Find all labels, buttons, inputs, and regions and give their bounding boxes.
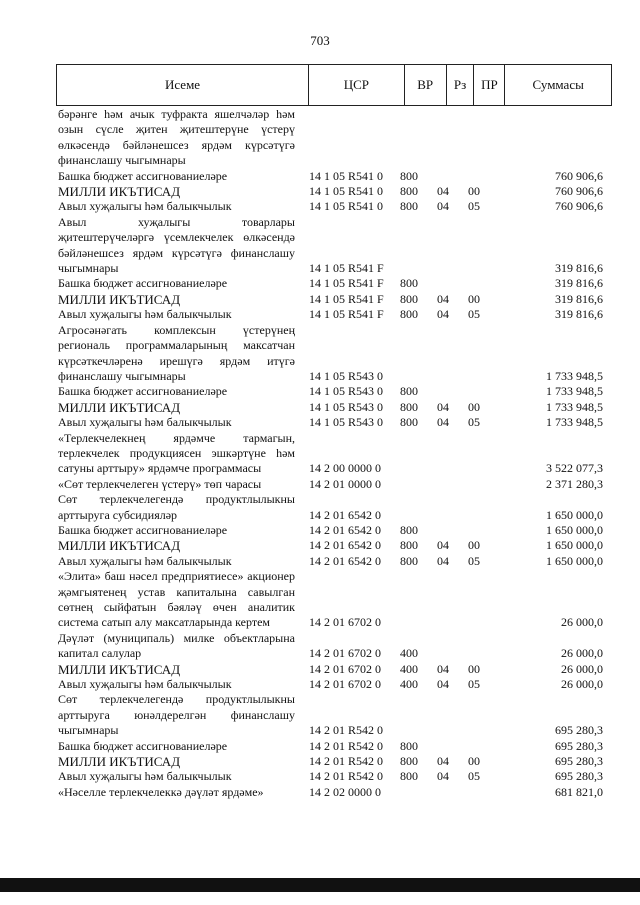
row-rz: 04 bbox=[437, 399, 449, 414]
table-row bbox=[58, 523, 603, 538]
row-pr: 00 bbox=[468, 184, 480, 199]
table-row bbox=[58, 292, 603, 307]
row-rz: 04 bbox=[437, 553, 449, 568]
row-rz: 04 bbox=[437, 538, 449, 553]
page-number: 703 bbox=[310, 33, 330, 48]
row-name: «Сөт терлекчелеген үстерү» төп чарасы bbox=[58, 476, 262, 491]
table-row bbox=[58, 107, 603, 169]
row-rz: 04 bbox=[437, 291, 449, 306]
row-name: МИЛЛИ ИКЪТИСАД bbox=[58, 538, 181, 554]
row-sum: 3 522 077,3 bbox=[546, 461, 603, 476]
row-csr: 14 1 05 R541 F bbox=[309, 276, 384, 291]
row-csr: 14 1 05 R543 0 bbox=[309, 399, 384, 414]
row-rz: 04 bbox=[437, 415, 449, 430]
row-vr: 400 bbox=[400, 677, 418, 692]
row-csr: 14 2 01 0000 0 bbox=[309, 476, 381, 491]
row-sum: 26 000,0 bbox=[561, 646, 603, 661]
row-sum: 319 816,6 bbox=[555, 307, 603, 322]
row-csr: 14 1 05 R543 0 bbox=[309, 384, 384, 399]
row-pr: 00 bbox=[468, 399, 480, 414]
row-name: «Терлекчелекнең ярдәмче тармагын, терлекчелек продукциясен эшкәртүне һәм сатуны арттыру» ярдәмче программасы bbox=[58, 430, 295, 476]
row-vr: 800 bbox=[400, 538, 418, 553]
row-csr: 14 2 00 0000 0 bbox=[309, 461, 381, 476]
row-name: МИЛЛИ ИКЪТИСАД bbox=[58, 184, 181, 200]
row-csr: 14 2 01 6702 0 bbox=[309, 615, 381, 630]
table-row bbox=[58, 384, 603, 399]
row-rz: 04 bbox=[437, 754, 449, 769]
table-row bbox=[58, 307, 603, 322]
table-row bbox=[58, 477, 603, 492]
row-vr: 800 bbox=[400, 184, 418, 199]
row-vr: 800 bbox=[400, 384, 418, 399]
row-sum: 1 650 000,0 bbox=[546, 538, 603, 553]
table-row bbox=[58, 169, 603, 184]
table-row bbox=[58, 739, 603, 754]
table-row bbox=[58, 400, 603, 415]
row-csr: 14 2 01 R542 0 bbox=[309, 723, 384, 738]
row-name: МИЛЛИ ИКЪТИСАД bbox=[58, 399, 181, 415]
row-pr: 05 bbox=[468, 415, 480, 430]
table-row bbox=[58, 754, 603, 769]
row-pr: 00 bbox=[468, 754, 480, 769]
table-row bbox=[58, 199, 603, 214]
row-vr: 800 bbox=[400, 769, 418, 784]
row-csr: 14 2 01 6702 0 bbox=[309, 646, 381, 661]
row-rz: 04 bbox=[437, 184, 449, 199]
row-sum: 760 906,6 bbox=[555, 168, 603, 183]
table-row bbox=[58, 276, 603, 291]
row-name: Башка бюджет ассигнованиеләре bbox=[58, 276, 228, 291]
row-vr: 800 bbox=[400, 522, 418, 537]
row-name: «Элита» баш нәсел предприятиесе» акционер җәмгыятенең устав капиталына савылган сөтнең сыйфатын бәяләү өчен аналитик система сатып алу максатларында кертем bbox=[58, 569, 295, 630]
row-csr: 14 1 05 R541 F bbox=[309, 261, 384, 276]
row-name: Дәүләт (муниципаль) милке объектларына капитал салулар bbox=[58, 630, 295, 661]
row-sum: 319 816,6 bbox=[555, 276, 603, 291]
row-csr: 14 1 05 R541 F bbox=[309, 307, 384, 322]
table-row bbox=[58, 538, 603, 553]
row-csr: 14 2 01 6542 0 bbox=[309, 553, 381, 568]
row-csr: 14 1 05 R541 F bbox=[309, 291, 384, 306]
row-sum: 1 650 000,0 bbox=[546, 522, 603, 537]
header-name: Исеме bbox=[57, 65, 309, 105]
row-sum: 1 733 948,5 bbox=[546, 399, 603, 414]
row-rz: 04 bbox=[437, 769, 449, 784]
table-body bbox=[58, 107, 603, 800]
row-sum: 1 733 948,5 bbox=[546, 415, 603, 430]
row-vr: 800 bbox=[400, 553, 418, 568]
table-row bbox=[58, 662, 603, 677]
row-vr: 800 bbox=[400, 276, 418, 291]
row-name: Башка бюджет ассигнованиеләре bbox=[58, 522, 228, 537]
row-pr: 05 bbox=[468, 307, 480, 322]
row-csr: 14 2 01 R542 0 bbox=[309, 754, 384, 769]
row-vr: 800 bbox=[400, 199, 418, 214]
row-csr: 14 1 05 R541 0 bbox=[309, 199, 384, 214]
table-row bbox=[58, 631, 603, 662]
row-name: МИЛЛИ ИКЪТИСАД bbox=[58, 291, 181, 307]
row-sum: 760 906,6 bbox=[555, 199, 603, 214]
row-vr: 800 bbox=[400, 291, 418, 306]
row-sum: 760 906,6 bbox=[555, 184, 603, 199]
row-csr: 14 2 01 6702 0 bbox=[309, 661, 381, 676]
row-sum: 26 000,0 bbox=[561, 661, 603, 676]
row-sum: 26 000,0 bbox=[561, 615, 603, 630]
row-pr: 00 bbox=[468, 291, 480, 306]
table-row bbox=[58, 415, 603, 430]
row-vr: 800 bbox=[400, 168, 418, 183]
row-vr: 800 bbox=[400, 399, 418, 414]
row-name: Авыл хуҗалыгы һәм балыкчылык bbox=[58, 415, 232, 430]
row-rz: 04 bbox=[437, 661, 449, 676]
row-name: Авыл хуҗалыгы һәм балыкчылык bbox=[58, 307, 232, 322]
table-row bbox=[58, 785, 603, 800]
row-pr: 05 bbox=[468, 769, 480, 784]
row-pr: 00 bbox=[468, 538, 480, 553]
row-name: Авыл хуҗалыгы товарлары җитештерүчеләргә үсемлекчелек өлкәсендә бәйләнешсез ярдәм күрсәтүгә финанслашу чыгымнары bbox=[58, 214, 295, 276]
row-name: Авыл хуҗалыгы һәм балыкчылык bbox=[58, 677, 232, 692]
row-rz: 04 bbox=[437, 677, 449, 692]
header-sum: Суммасы bbox=[532, 77, 584, 92]
row-name: «Нәселле терлекчелеккә дәүләт ярдәме» bbox=[58, 784, 264, 799]
row-csr: 14 2 01 R542 0 bbox=[309, 738, 384, 753]
table-row bbox=[58, 769, 603, 784]
row-name: Сөт терлекчелегендә продуктлылыкны арттыруга юнәлдерелгән финанслашу чыгымнары bbox=[58, 692, 295, 738]
row-csr: 14 2 01 6702 0 bbox=[309, 677, 381, 692]
row-name: Башка бюджет ассигнованиеләре bbox=[58, 384, 228, 399]
table-row bbox=[58, 323, 603, 385]
row-vr: 800 bbox=[400, 307, 418, 322]
header-rz: Рз bbox=[447, 65, 475, 105]
table-row bbox=[58, 554, 603, 569]
row-sum: 2 371 280,3 bbox=[546, 476, 603, 491]
row-pr: 00 bbox=[468, 661, 480, 676]
header-pr: ПР bbox=[474, 65, 505, 105]
row-sum: 695 280,3 bbox=[555, 754, 603, 769]
row-name: Агросәнәгать комплексын үстерүнең региональ программаларының максатчан күрсәткечләренә ирешүгә ярдәм итүгә финанслашу чыгымнары bbox=[58, 322, 295, 383]
row-vr: 800 bbox=[400, 415, 418, 430]
row-vr: 400 bbox=[400, 661, 418, 676]
row-pr: 05 bbox=[468, 199, 480, 214]
row-sum: 695 280,3 bbox=[555, 723, 603, 738]
row-csr: 14 1 05 R541 0 bbox=[309, 184, 384, 199]
table-row bbox=[58, 184, 603, 199]
row-name: бәрәнге һәм ачык туфракта яшелчәләр һәм озын сүсле җитен җитештерүне үстерү өлкәсендә бәйләнешсез ярдәм күрсәтүгә финанслашу чыгымнары bbox=[58, 107, 295, 168]
row-rz: 04 bbox=[437, 199, 449, 214]
row-name: МИЛЛИ ИКЪТИСАД bbox=[58, 754, 181, 770]
row-name: Авыл хуҗалыгы һәм балыкчылык bbox=[58, 199, 232, 214]
row-vr: 800 bbox=[400, 754, 418, 769]
row-sum: 695 280,3 bbox=[555, 738, 603, 753]
header-csr: ЦСР bbox=[309, 65, 405, 105]
row-sum: 1 650 000,0 bbox=[546, 553, 603, 568]
row-sum: 1 733 948,5 bbox=[546, 384, 603, 399]
row-csr: 14 2 01 R542 0 bbox=[309, 769, 384, 784]
row-csr: 14 1 05 R543 0 bbox=[309, 415, 384, 430]
row-sum: 695 280,3 bbox=[555, 769, 603, 784]
table-row bbox=[58, 215, 603, 277]
row-csr: 14 2 01 6542 0 bbox=[309, 538, 381, 553]
table-row bbox=[58, 692, 603, 738]
table-row bbox=[58, 492, 603, 523]
row-sum: 1 650 000,0 bbox=[546, 507, 603, 522]
row-sum: 26 000,0 bbox=[561, 677, 603, 692]
row-name: Сөт терлекчелегендә продуктлылыкны арттыруга субсидияләр bbox=[58, 492, 295, 522]
row-rz: 04 bbox=[437, 307, 449, 322]
row-vr: 400 bbox=[400, 646, 418, 661]
row-sum: 319 816,6 bbox=[555, 261, 603, 276]
row-pr: 05 bbox=[468, 677, 480, 692]
table-header bbox=[56, 64, 612, 106]
scan-edge bbox=[0, 878, 640, 892]
row-sum: 319 816,6 bbox=[555, 291, 603, 306]
row-csr: 14 2 01 6542 0 bbox=[309, 522, 381, 537]
row-csr: 14 1 05 R543 0 bbox=[309, 368, 384, 383]
table-row bbox=[58, 677, 603, 692]
row-csr: 14 2 02 0000 0 bbox=[309, 784, 381, 799]
row-name: МИЛЛИ ИКЪТИСАД bbox=[58, 661, 181, 677]
row-pr: 05 bbox=[468, 553, 480, 568]
table-row bbox=[58, 569, 603, 631]
row-csr: 14 1 05 R541 0 bbox=[309, 168, 384, 183]
row-csr: 14 2 01 6542 0 bbox=[309, 507, 381, 522]
table-row bbox=[58, 431, 603, 477]
row-sum: 681 821,0 bbox=[555, 784, 603, 799]
header-vr: ВР bbox=[405, 65, 447, 105]
row-name: Башка бюджет ассигнованиеләре bbox=[58, 168, 228, 183]
row-name: Авыл хуҗалыгы һәм балыкчылык bbox=[58, 553, 232, 568]
row-name: Авыл хуҗалыгы һәм балыкчылык bbox=[58, 769, 232, 784]
row-sum: 1 733 948,5 bbox=[546, 368, 603, 383]
row-vr: 800 bbox=[400, 738, 418, 753]
row-name: Башка бюджет ассигнованиеләре bbox=[58, 738, 228, 753]
